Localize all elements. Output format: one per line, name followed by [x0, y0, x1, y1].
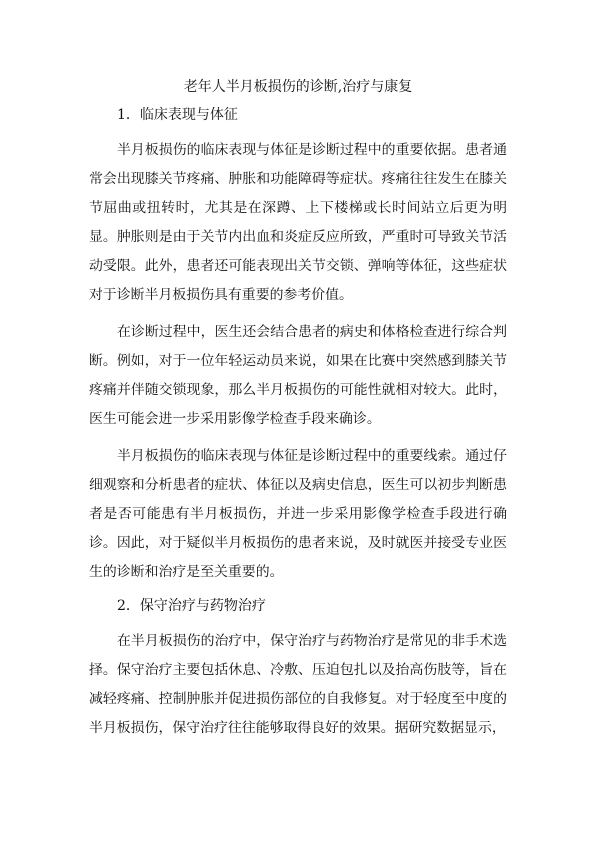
document-title: 老年人半月板损伤的诊断,治疗与康复 [183, 79, 413, 95]
paragraph: 半月板损伤的临床表现与体征是诊断过程中的重要依据。患者通常会出现膝关节疼痛、肿胀和功能障碍等症状。疼痛往往发生在膝关节屈曲或扭转时，尤其是在深蹲、上下楼梯或长时间站立后更为明显。肿胀则是由于关节内出血和炎症反应所致，严重时可导致关节活动受限。此外，患者还可能表现出关节交锁、弹响等体征，这些症状对于诊断半月板损伤具有重要的参考价值。 [89, 142, 507, 303]
paragraph: 在半月板损伤的治疗中，保守治疗与药物治疗是常见的非手术选择。保守治疗主要包括休息、冷敷、压迫包扎以及抬高伤肢等，旨在减轻疼痛、控制肿胀并促进损伤部位的自我修复。对于轻度至中度的半月板损伤，保守治疗往往能够取得良好的效果。据研究数据显示， [89, 633, 507, 736]
paragraph: 在诊断过程中，医生还会结合患者的病史和体格检查进行综合判断。例如，对于一位年轻运动员来说，如果在比赛中突然感到膝关节疼痛并伴随交锁现象，那么半月板损伤的可能性就相对较大。此时，医生可能会进一步采用影像学检查手段来确诊。 [89, 324, 507, 427]
document-body [89, 76, 507, 751]
paragraph: 半月板损伤的临床表现与体征是诊断过程中的重要线索。通过仔细观察和分析患者的症状、体征以及病史信息，医生可以初步判断患者是否可能患有半月板损伤，并进一步采用影像学检查手段进行确诊。因此，对于疑似半月板损伤的患者来说，及时就医并接受专业医生的诊断和治疗是至关重要的。 [89, 448, 507, 580]
section-heading-clinical: 1．临床表现与体征 [117, 107, 238, 123]
section-heading-treatment: 2．保守治疗与药物治疗 [117, 598, 266, 614]
